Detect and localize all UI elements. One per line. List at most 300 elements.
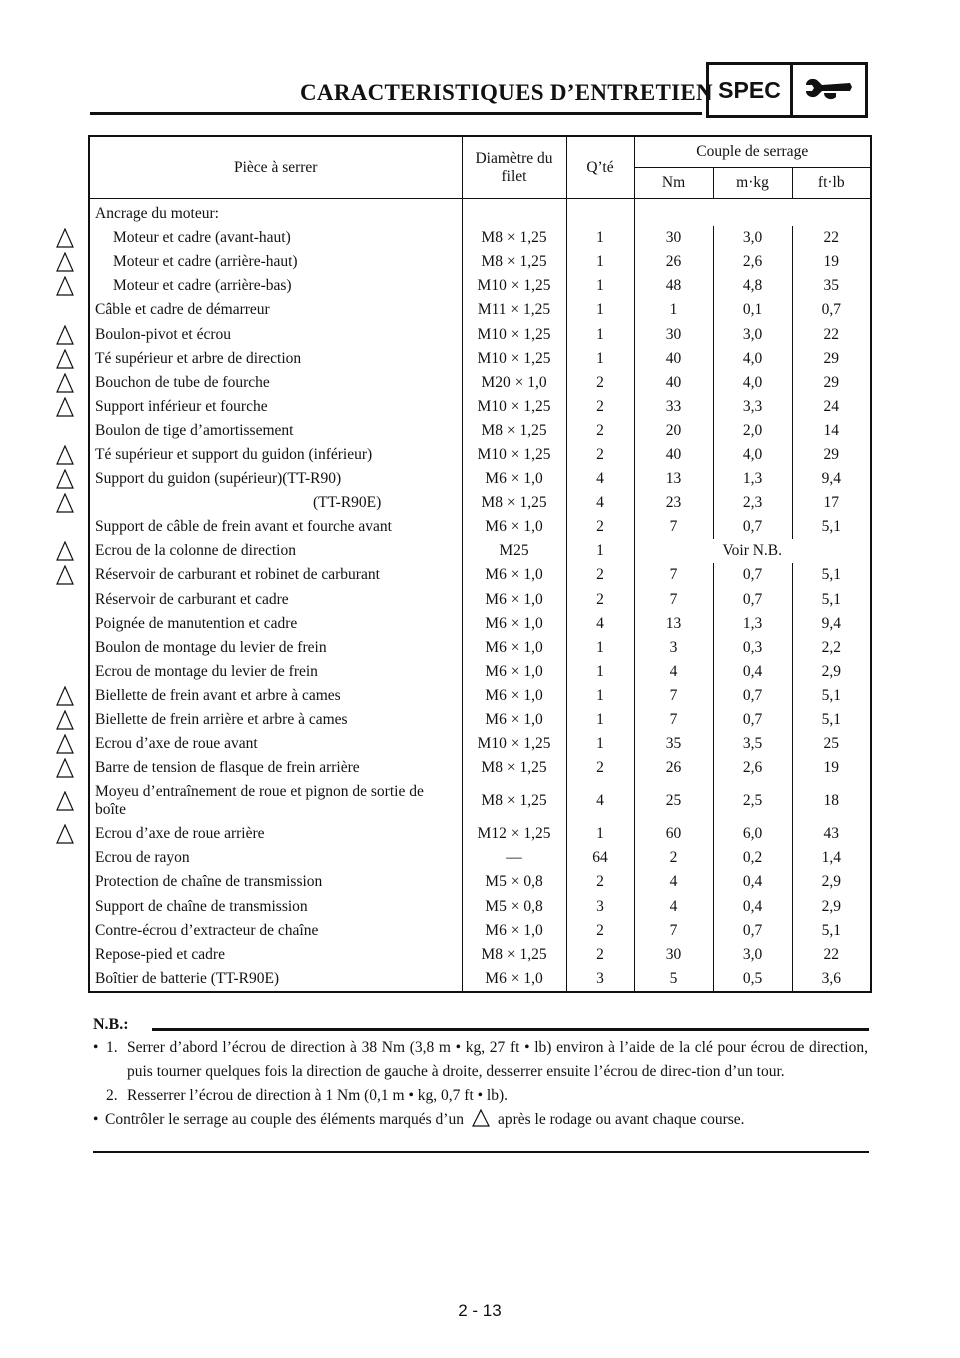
cell-thread: M8 × 1,25	[462, 756, 566, 780]
header-ftlb: ft·lb	[792, 168, 871, 199]
torque-mark-icon	[56, 758, 74, 778]
piece-label: Ecrou de montage du levier de frein	[95, 662, 318, 680]
cell-mkg: 3,3	[713, 395, 792, 419]
cell-qty: 3	[566, 967, 634, 992]
table-row	[89, 467, 871, 491]
table-row	[89, 298, 871, 322]
notes-label: N.B.:	[93, 1016, 129, 1033]
table-row	[89, 226, 871, 250]
cell-nm: 7	[634, 684, 713, 708]
table-row	[89, 822, 871, 846]
note-bullet: •	[93, 1039, 99, 1056]
cell-piece	[89, 660, 462, 684]
title-underline	[90, 112, 702, 115]
cell-mkg: 4,0	[713, 371, 792, 395]
cell-thread: M6 × 1,0	[462, 467, 566, 491]
table-row	[89, 199, 871, 227]
cell-nm: 7	[634, 708, 713, 732]
table-row	[89, 322, 871, 346]
cell-thread: M6 × 1,0	[462, 684, 566, 708]
piece-label: Boîtier de batterie (TT-R90E)	[95, 969, 280, 987]
cell-piece	[89, 895, 462, 919]
cell-nm: 7	[634, 515, 713, 539]
cell-qty: 1	[566, 274, 634, 298]
piece-label: Support de chaîne de transmission	[95, 897, 308, 915]
notes-block	[93, 1036, 868, 1132]
cell-piece	[89, 588, 462, 612]
table-row	[89, 588, 871, 612]
cell-thread: M8 × 1,25	[462, 419, 566, 443]
torque-mark-icon	[56, 565, 74, 585]
torque-mark-icon	[56, 276, 74, 296]
cell-mkg: 4,0	[713, 347, 792, 371]
table-row	[89, 732, 871, 756]
cell-ftlb: 17	[792, 491, 871, 515]
cell-ftlb: 5,1	[792, 563, 871, 587]
cell-piece	[89, 539, 462, 563]
piece-label: Support du guidon (supérieur)(TT-R90)	[95, 470, 342, 488]
table-row	[89, 919, 871, 943]
note-bullet: •	[93, 1111, 99, 1128]
cell-piece	[89, 226, 462, 250]
cell-ftlb: 18	[792, 780, 871, 822]
cell-thread: M6 × 1,0	[462, 636, 566, 660]
torque-mark-icon	[56, 373, 74, 393]
table-row	[89, 419, 871, 443]
cell-see-note: Voir N.B.	[634, 539, 871, 563]
table-row	[89, 636, 871, 660]
cell-nm: 7	[634, 919, 713, 943]
cell-mkg: 1,3	[713, 467, 792, 491]
torque-mark-icon	[56, 824, 74, 844]
note-text-3a: Contrôler le serrage au couple des éléments marqués d’un	[105, 1111, 464, 1128]
cell-ftlb: 25	[792, 732, 871, 756]
cell-nm: 26	[634, 250, 713, 274]
note-number-1: 1.	[106, 1039, 118, 1056]
cell-nm: 40	[634, 443, 713, 467]
cell-mkg: 2,6	[713, 250, 792, 274]
cell-qty: 2	[566, 756, 634, 780]
cell-ftlb: 5,1	[792, 708, 871, 732]
cell-nm: 25	[634, 780, 713, 822]
piece-label: Réservoir de carburant et cadre	[95, 590, 289, 608]
table-row	[89, 660, 871, 684]
cell-qty: 1	[566, 660, 634, 684]
note-item-2	[93, 1084, 868, 1108]
cell-nm: 4	[634, 895, 713, 919]
torque-mark-icon	[56, 791, 74, 811]
torque-mark-icon	[56, 252, 74, 272]
cell-ftlb: 29	[792, 371, 871, 395]
cell-mkg: 6,0	[713, 822, 792, 846]
cell-thread: M10 × 1,25	[462, 732, 566, 756]
cell-thread: M10 × 1,25	[462, 274, 566, 298]
cell-qty: 2	[566, 588, 634, 612]
cell-ftlb: 19	[792, 250, 871, 274]
note-text-3b: après le rodage ou avant chaque course.	[497, 1111, 745, 1128]
cell-nm: 13	[634, 612, 713, 636]
header-nm: Nm	[634, 168, 713, 199]
cell-piece	[89, 708, 462, 732]
cell-qty: 1	[566, 322, 634, 346]
table-row	[89, 708, 871, 732]
table-row	[89, 870, 871, 894]
cell-qty: 1	[566, 298, 634, 322]
piece-label: Câble et cadre de démarreur	[95, 301, 270, 319]
cell-ftlb: 2,9	[792, 895, 871, 919]
note-text-2: Resserrer l’écrou de direction à 1 Nm (0,1 m • kg, 0,7 ft • lb).	[127, 1087, 509, 1104]
cell-thread: M10 × 1,25	[462, 322, 566, 346]
cell-piece	[89, 822, 462, 846]
cell-mkg: 0,2	[713, 846, 792, 870]
table-row	[89, 250, 871, 274]
cell-mkg: 2,6	[713, 756, 792, 780]
torque-mark-icon	[56, 325, 74, 345]
table-row	[89, 395, 871, 419]
cell-nm: 4	[634, 660, 713, 684]
cell-nm: 7	[634, 563, 713, 587]
piece-label: Ecrou de la colonne de direction	[95, 542, 296, 560]
piece-label: Té supérieur et support du guidon (inférieur)	[95, 445, 373, 463]
cell-ftlb: 22	[792, 322, 871, 346]
cell-thread: M11 × 1,25	[462, 298, 566, 322]
cell-nm: 30	[634, 322, 713, 346]
header-torque: Couple de serrage	[634, 136, 871, 168]
cell-mkg: 4,0	[713, 443, 792, 467]
cell-mkg: 0,7	[713, 684, 792, 708]
torque-mark-icon	[56, 734, 74, 754]
note-number-2: 2.	[106, 1087, 118, 1104]
cell-mkg: 0,7	[713, 708, 792, 732]
cell-mkg: 0,7	[713, 515, 792, 539]
header-mkg: m·kg	[713, 168, 792, 199]
cell-qty: 4	[566, 467, 634, 491]
cell-piece	[89, 250, 462, 274]
cell-nm: 20	[634, 419, 713, 443]
wrench-icon	[793, 65, 865, 115]
cell-qty: 2	[566, 395, 634, 419]
cell-qty: 4	[566, 612, 634, 636]
cell-piece	[89, 419, 462, 443]
torque-mark-icon	[56, 228, 74, 248]
piece-label: Boulon-pivot et écrou	[95, 325, 232, 343]
cell-qty: 1	[566, 539, 634, 563]
cell-thread: M6 × 1,0	[462, 588, 566, 612]
table-row	[89, 846, 871, 870]
cell-mkg: 2,5	[713, 780, 792, 822]
cell-ftlb: 9,4	[792, 612, 871, 636]
cell-thread: M6 × 1,0	[462, 660, 566, 684]
cell-mkg: 3,0	[713, 322, 792, 346]
cell-mkg: 3,5	[713, 732, 792, 756]
piece-label: Support inférieur et fourche	[95, 397, 268, 415]
cell-nm: 35	[634, 732, 713, 756]
cell-ftlb: 2,9	[792, 660, 871, 684]
cell-qty: 4	[566, 780, 634, 822]
piece-label: Réservoir de carburant et robinet de carburant	[95, 566, 380, 584]
cell-qty: 2	[566, 443, 634, 467]
table-row	[89, 612, 871, 636]
cell-thread: M20 × 1,0	[462, 371, 566, 395]
piece-label: Bouchon de tube de fourche	[95, 373, 270, 391]
table-row	[89, 274, 871, 298]
cell-nm: 2	[634, 846, 713, 870]
torque-mark-icon	[56, 397, 74, 417]
cell-piece	[89, 846, 462, 870]
cell-nm: 5	[634, 967, 713, 992]
cell-thread: M8 × 1,25	[462, 226, 566, 250]
piece-label: (TT-R90E)	[313, 494, 382, 512]
cell-piece	[89, 199, 462, 227]
table-row	[89, 563, 871, 587]
table-row	[89, 895, 871, 919]
cell-piece	[89, 943, 462, 967]
cell-qty: 2	[566, 419, 634, 443]
cell-thread: M6 × 1,0	[462, 612, 566, 636]
page-number: 2 - 13	[458, 1301, 502, 1320]
cell-ftlb	[792, 199, 871, 227]
torque-mark-icon	[472, 1109, 490, 1127]
notes-rule-top	[152, 1028, 869, 1031]
header-thread: Diamètre du filet	[462, 136, 566, 199]
piece-label: Biellette de frein arrière et arbre à cames	[95, 711, 348, 729]
cell-thread: —	[462, 846, 566, 870]
piece-label: Boulon de montage du levier de frein	[95, 638, 327, 656]
note-text-1: Serrer d’abord l’écrou de direction à 38 Nm (3,8 m • kg, 27 ft • lb) environ à l’aide de la clé pour écrou de direction, puis tourner quelques fois la direction de gauche à droite, desserrer ensuite l’écrou de direc-tion d’un tour.	[127, 1039, 868, 1080]
cell-nm: 40	[634, 371, 713, 395]
cell-mkg: 2,0	[713, 419, 792, 443]
cell-mkg: 0,7	[713, 588, 792, 612]
piece-label: Moteur et cadre (arrière-haut)	[113, 253, 298, 271]
cell-piece	[89, 919, 462, 943]
cell-ftlb: 2,2	[792, 636, 871, 660]
cell-ftlb: 29	[792, 347, 871, 371]
cell-ftlb: 1,4	[792, 846, 871, 870]
page-title: CARACTERISTIQUES D’ENTRETIEN	[300, 80, 713, 105]
cell-piece	[89, 491, 462, 515]
header-qty: Q’té	[566, 136, 634, 199]
cell-qty: 1	[566, 636, 634, 660]
torque-table	[88, 135, 872, 993]
cell-thread: M6 × 1,0	[462, 515, 566, 539]
piece-label: Poignée de manutention et cadre	[95, 614, 298, 632]
cell-thread: M8 × 1,25	[462, 250, 566, 274]
piece-label: Biellette de frein avant et arbre à cames	[95, 686, 341, 704]
cell-nm: 40	[634, 347, 713, 371]
cell-piece	[89, 371, 462, 395]
piece-label: Ancrage du moteur:	[95, 205, 219, 223]
cell-qty: 1	[566, 684, 634, 708]
piece-label: Ecrou de rayon	[95, 849, 190, 867]
cell-mkg: 2,3	[713, 491, 792, 515]
table-row	[89, 371, 871, 395]
cell-nm: 23	[634, 491, 713, 515]
cell-mkg: 0,4	[713, 660, 792, 684]
cell-thread: M25	[462, 539, 566, 563]
cell-ftlb: 19	[792, 756, 871, 780]
torque-mark-icon	[56, 445, 74, 465]
table-row	[89, 491, 871, 515]
piece-label: Support de câble de frein avant et fourche avant	[95, 518, 392, 536]
cell-piece	[89, 684, 462, 708]
torque-mark-icon	[56, 469, 74, 489]
piece-label: Moyeu d’entraînement de roue et pignon de sortie de boîte	[95, 783, 424, 819]
table-row	[89, 967, 871, 992]
piece-label: Moteur et cadre (arrière-bas)	[113, 277, 292, 295]
cell-mkg: 0,5	[713, 967, 792, 992]
cell-mkg: 0,1	[713, 298, 792, 322]
piece-label: Repose-pied et cadre	[95, 945, 225, 963]
torque-mark-icon	[56, 493, 74, 513]
cell-nm: 48	[634, 274, 713, 298]
cell-nm: 7	[634, 588, 713, 612]
cell-mkg: 4,8	[713, 274, 792, 298]
cell-thread: M6 × 1,0	[462, 967, 566, 992]
cell-thread: M6 × 1,0	[462, 919, 566, 943]
cell-piece	[89, 636, 462, 660]
table-row	[89, 539, 871, 563]
cell-nm: 13	[634, 467, 713, 491]
cell-qty: 2	[566, 515, 634, 539]
cell-thread: M10 × 1,25	[462, 395, 566, 419]
cell-mkg: 0,4	[713, 870, 792, 894]
cell-nm	[634, 199, 713, 227]
cell-mkg: 0,4	[713, 895, 792, 919]
cell-qty: 1	[566, 347, 634, 371]
cell-qty: 1	[566, 250, 634, 274]
cell-piece	[89, 515, 462, 539]
cell-piece	[89, 563, 462, 587]
cell-ftlb: 22	[792, 943, 871, 967]
cell-nm: 30	[634, 226, 713, 250]
piece-label: Protection de chaîne de transmission	[95, 873, 323, 891]
note-item-3	[93, 1108, 868, 1132]
cell-piece	[89, 322, 462, 346]
note-item-1	[93, 1036, 868, 1084]
table-row	[89, 756, 871, 780]
cell-thread: M12 × 1,25	[462, 822, 566, 846]
cell-ftlb: 5,1	[792, 588, 871, 612]
cell-ftlb: 2,9	[792, 870, 871, 894]
piece-label: Boulon de tige d’amortissement	[95, 421, 294, 439]
cell-mkg: 3,0	[713, 943, 792, 967]
piece-label: Ecrou d’axe de roue arrière	[95, 825, 265, 843]
cell-piece	[89, 274, 462, 298]
cell-thread: M8 × 1,25	[462, 491, 566, 515]
cell-ftlb: 24	[792, 395, 871, 419]
piece-label: Ecrou d’axe de roue avant	[95, 735, 258, 753]
cell-qty: 1	[566, 226, 634, 250]
cell-qty: 3	[566, 895, 634, 919]
torque-mark-icon	[56, 349, 74, 369]
spec-badge	[706, 62, 868, 118]
cell-qty: 4	[566, 491, 634, 515]
cell-ftlb: 5,1	[792, 919, 871, 943]
cell-thread: M6 × 1,0	[462, 708, 566, 732]
cell-piece	[89, 756, 462, 780]
cell-nm: 1	[634, 298, 713, 322]
cell-qty: 64	[566, 846, 634, 870]
cell-piece	[89, 467, 462, 491]
cell-ftlb: 3,6	[792, 967, 871, 992]
table-row	[89, 684, 871, 708]
cell-nm: 4	[634, 870, 713, 894]
cell-mkg: 0,7	[713, 919, 792, 943]
cell-qty: 2	[566, 563, 634, 587]
cell-qty: 2	[566, 919, 634, 943]
table-row	[89, 943, 871, 967]
cell-ftlb: 0,7	[792, 298, 871, 322]
notes-rule-bottom	[93, 1151, 869, 1153]
cell-thread: M10 × 1,25	[462, 347, 566, 371]
cell-mkg: 0,7	[713, 563, 792, 587]
cell-nm: 60	[634, 822, 713, 846]
spec-label: SPEC	[709, 65, 793, 115]
cell-mkg: 3,0	[713, 226, 792, 250]
cell-ftlb: 35	[792, 274, 871, 298]
cell-piece	[89, 443, 462, 467]
cell-nm: 3	[634, 636, 713, 660]
cell-thread: M8 × 1,25	[462, 780, 566, 822]
cell-thread: M5 × 0,8	[462, 895, 566, 919]
cell-qty	[566, 199, 634, 227]
cell-ftlb: 22	[792, 226, 871, 250]
table-row	[89, 515, 871, 539]
piece-label: Barre de tension de flasque de frein arrière	[95, 759, 360, 777]
cell-qty: 2	[566, 371, 634, 395]
cell-nm: 26	[634, 756, 713, 780]
cell-piece	[89, 967, 462, 992]
cell-piece	[89, 780, 462, 822]
cell-qty: 1	[566, 708, 634, 732]
table-row	[89, 443, 871, 467]
header-piece: Pièce à serrer	[89, 136, 462, 199]
cell-ftlb: 9,4	[792, 467, 871, 491]
table-row	[89, 780, 871, 822]
torque-mark-icon	[56, 686, 74, 706]
cell-qty: 1	[566, 822, 634, 846]
piece-label: Contre-écrou d’extracteur de chaîne	[95, 921, 319, 939]
cell-ftlb: 5,1	[792, 684, 871, 708]
cell-piece	[89, 870, 462, 894]
cell-thread: M8 × 1,25	[462, 943, 566, 967]
cell-piece	[89, 395, 462, 419]
cell-mkg: 1,3	[713, 612, 792, 636]
cell-thread: M10 × 1,25	[462, 443, 566, 467]
cell-qty: 1	[566, 732, 634, 756]
torque-mark-icon	[56, 710, 74, 730]
cell-ftlb: 5,1	[792, 515, 871, 539]
cell-ftlb: 43	[792, 822, 871, 846]
cell-ftlb: 14	[792, 419, 871, 443]
piece-label: Té supérieur et arbre de direction	[95, 349, 302, 367]
cell-piece	[89, 732, 462, 756]
piece-label: Moteur et cadre (avant-haut)	[113, 229, 291, 247]
table-row	[89, 347, 871, 371]
cell-piece	[89, 347, 462, 371]
cell-ftlb: 29	[792, 443, 871, 467]
cell-thread: M6 × 1,0	[462, 563, 566, 587]
cell-qty: 2	[566, 943, 634, 967]
cell-mkg: 0,3	[713, 636, 792, 660]
cell-nm: 33	[634, 395, 713, 419]
cell-thread	[462, 199, 566, 227]
cell-nm: 30	[634, 943, 713, 967]
cell-thread: M5 × 0,8	[462, 870, 566, 894]
cell-piece	[89, 298, 462, 322]
cell-piece	[89, 612, 462, 636]
torque-mark-icon	[56, 541, 74, 561]
